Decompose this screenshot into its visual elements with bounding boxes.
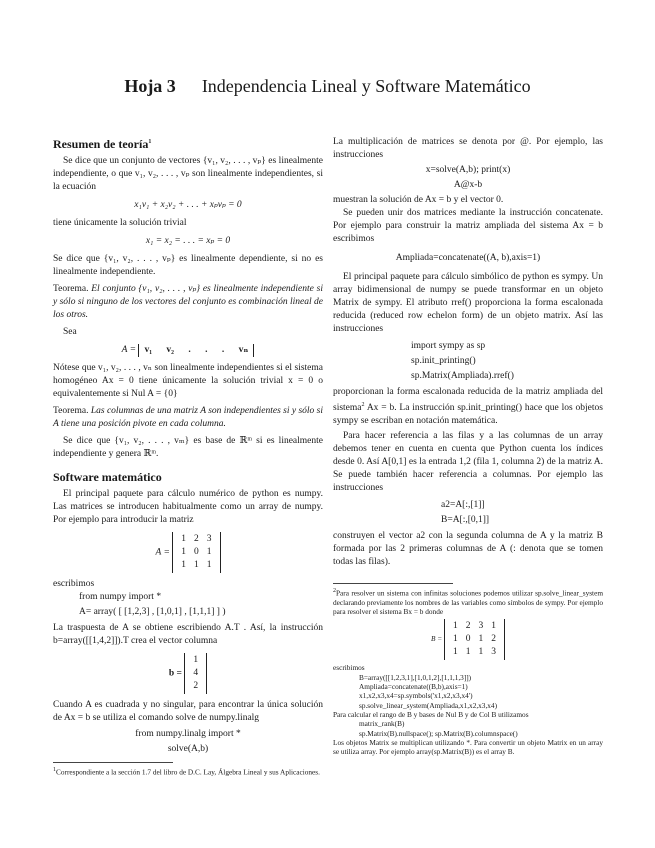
equation: x₁ = x₂ = . . . = xₚ = 0 xyxy=(145,236,231,246)
code-line: A= array( [ [1,2,3] , [1,0,1] , [1,1,1] ] ) xyxy=(79,607,226,617)
code-line: sp.Matrix(Ampliada).rref() xyxy=(411,371,514,381)
footnote-rule xyxy=(53,762,173,763)
code-line: sp.init_printing() xyxy=(411,356,476,366)
code-line: solve(A,b) xyxy=(167,744,209,754)
footnote-code: x1,x2,x3,x4=sp.symbols('x1,x2,x3,x4') xyxy=(359,691,473,701)
footnote-code: B=array([[1,2,3,1],[1,0,1,2],[1,1,1,3]]) xyxy=(359,672,472,682)
footnote-mark: 1 xyxy=(148,139,152,145)
code-line: from numpy.linalg import * xyxy=(135,729,241,739)
theorem: Teorema. El conjunto {v₁, v₂, . . . , vₚ} es linealmente independiente si y sólo si ninguno de los vectores del conjunto es combinación lineal de los otros. xyxy=(53,284,323,320)
code-line: Ampliada=concatenate((A, b),axis=1) xyxy=(395,253,541,263)
paragraph: Para hacer referencia a las filas y a las columnas de un array debemos tener en cuenta en cuenta que Python cuenta los índices desde 0. Así A[0,1] es la entrada 1,2 (fila 1, columna 2) de la matriz A. Se puede también hacer referencia a columnas. Por ejemplo las instrucciones xyxy=(333,431,603,494)
code-line: A@x-b xyxy=(453,180,483,190)
paragraph: Nótese que v₁, v₂, . . . , vₙ son linealmente independientes si el sistema homogéneo Ax = 0 tiene únicamente la solución trivial x = 0 o equivalentemente si Nul A = {0} xyxy=(53,363,323,399)
resumen-heading: Resumen de teoría$^1$ xyxy=(53,137,152,151)
code-line: from numpy import * xyxy=(79,592,162,602)
matrix-A-body: 1 2 3 1 0 1 1 1 1 xyxy=(172,532,220,573)
footnote-text: escribimos xyxy=(333,663,365,673)
matrix-A: A = 1 2 3 1 0 1 1 1 1 xyxy=(53,532,323,573)
code-line: x=solve(A,b); print(x) xyxy=(425,165,511,175)
footnote-code: sp.Matrix(B).nullspace(); sp.Matrix(B).columnspace() xyxy=(359,728,518,738)
page-title xyxy=(0,76,655,97)
theorem: Teorema. Las columnas de una matriz A son independientes si y sólo si A tiene una posición pivote en cada columna. xyxy=(53,406,324,429)
sheet-title: Independencia Lineal y Software Matemático xyxy=(201,76,531,96)
footnote-2: $^2$Para resolver un sistema con infinitas soluciones podemos utilizar sp.solve_linear_system declarando previamente los nombres de las variables como símbolos de sympy. Por ejemplo para resolver el sistema Bx = b donde B = 1 2 3 1 1 0 1 2 1 1 1 3 escribimos B=array([[1,2,3,1],[1,0,1,2],[1,1,1,3]]) Ampliada=concatenate((B,b),axis=1) x1,x2,x3,x4=sp.symbols('x1,x2,x3,x4') sp.solve_linear_system(Ampliada,x1,x2,x3,x4) Para calcular el rango de B y bases de Nul B y de Col B utilizamos matrix_rank(B) sp.Matrix(B).nullspace(); sp.Matrix(B).columnspace() Los objetos Matrix se multiplican utilizando *. Para convertir un objeto Matrix en un array se utiliza array. Por ejemplo array(sp.Matrix(B)) es el array B. xyxy=(333,588,603,757)
paragraph: Se dice que {v₁, v₂, . . . , vₘ} es base de ℝᵐ si es linealmente independiente y genera ℝᵐ. xyxy=(53,436,323,459)
matrix-B-body: 1 2 3 1 1 0 1 2 1 1 1 3 xyxy=(444,619,505,660)
right-column xyxy=(333,136,603,756)
sheet-number: Hoja 3 xyxy=(124,76,176,96)
paragraph: Se pueden unir dos matrices mediante la instrucción concatenate. Por ejemplo para construir la matriz ampliada del sistema Ax = b escribimos xyxy=(333,208,603,244)
paragraph: Sea xyxy=(63,327,77,337)
code-line: a2=A[:,[1]] xyxy=(441,500,485,511)
footnote-mark: 2 xyxy=(361,402,365,408)
footnote: $^1$Correspondiente a la sección 1.7 del libro de D.C. Lay, Álgebra Lineal y sus Aplicaciones. xyxy=(53,767,320,777)
vector-b-body: 1 4 2 xyxy=(184,653,207,694)
paragraph: escribimos xyxy=(53,579,95,589)
footnote-text: Para calcular el rango de B y bases de Nul B y de Col B utilizamos xyxy=(333,709,529,719)
footnote-code: matrix_rank(B) xyxy=(359,719,405,729)
paragraph: El principal paquete para cálculo numérico de python es numpy. Las matrices se introducen habitualmente como un array de numpy. Por ejemplo para introducir la matriz xyxy=(53,489,323,525)
footnote-code: sp.solve_linear_system(Ampliada,x1,x2,x3,x4) xyxy=(359,700,498,710)
paragraph: construyen el vector a2 con la segunda columna de A y la matriz B formada por las 2 primeras columnas de A (: denota que se tomen todas las filas). xyxy=(333,531,603,568)
paragraph: El principal paquete para cálculo simbólico de python es sympy. Un array bidimensional de numpy se puede transformar en un objeto Matrix de sympy. El atributo rref() proporciona la forma escalonada reducida (reduced row echelon form) de un objeto matrix. Así las instrucciones xyxy=(333,272,603,334)
footnote-text: Los objetos Matrix se multiplican utilizando *. Para convertir un objeto Matrix en un array se utiliza array. Por ejemplo array(sp.Matrix(B)) es el array B. xyxy=(333,737,603,757)
equation-A-columns: A = v₁ v₂ . . . vₙ xyxy=(53,344,323,357)
footnote-rule xyxy=(333,583,453,584)
software-heading: Software matemático xyxy=(53,470,162,484)
vector-b: b = 1 4 2 xyxy=(53,653,323,694)
paragraph: tiene únicamente la solución trivial xyxy=(53,218,187,228)
paragraph: muestran la solución de Ax = b y el vector 0. xyxy=(333,195,504,205)
footnote-code: Ampliada=concatenate((B,b),axis=1) xyxy=(359,682,468,692)
equation: x₁v₁ + x₂v₂ + . . . + xₚvₚ = 0 xyxy=(134,200,242,210)
paragraph: La multiplicación de matrices se denota por @. Por ejemplo, las instrucciones xyxy=(333,137,603,160)
paragraph: Se dice que un conjunto de vectores {v₁, v₂, . . . , vₚ} es linealmente independiente, o que v₁, v₂, . . . , vₚ son linealmente independientes, si la ecuación xyxy=(53,156,323,192)
paragraph: Se dice que {v₁, v₂, . . . , vₚ} es linealmente dependiente, si no es linealmente independiente. xyxy=(53,254,323,277)
matrix-B: B = 1 2 3 1 1 0 1 2 1 1 1 3 xyxy=(333,619,603,660)
paragraph: proporcionan la forma escalonada reducida de la matriz ampliada del sistema$^2$ Ax = b. La instrucción sp.init_printing() hace que los objetos sympy se escriban en notación matemática. xyxy=(333,387,603,427)
left-column xyxy=(53,136,323,777)
paragraph: Cuando A es cuadrada y no singular, para encontrar la única solución de Ax = b se utiliza el comando solve de numpy.linalg xyxy=(53,700,323,723)
code-line: import sympy as sp xyxy=(411,341,486,351)
paragraph: La traspuesta de A se obtiene escribiendo A.T . Así, la instrucción b=array([[1,4,2]]).T crea el vector columna xyxy=(53,623,323,646)
code-line: B=A[:,[0,1]] xyxy=(441,515,490,526)
